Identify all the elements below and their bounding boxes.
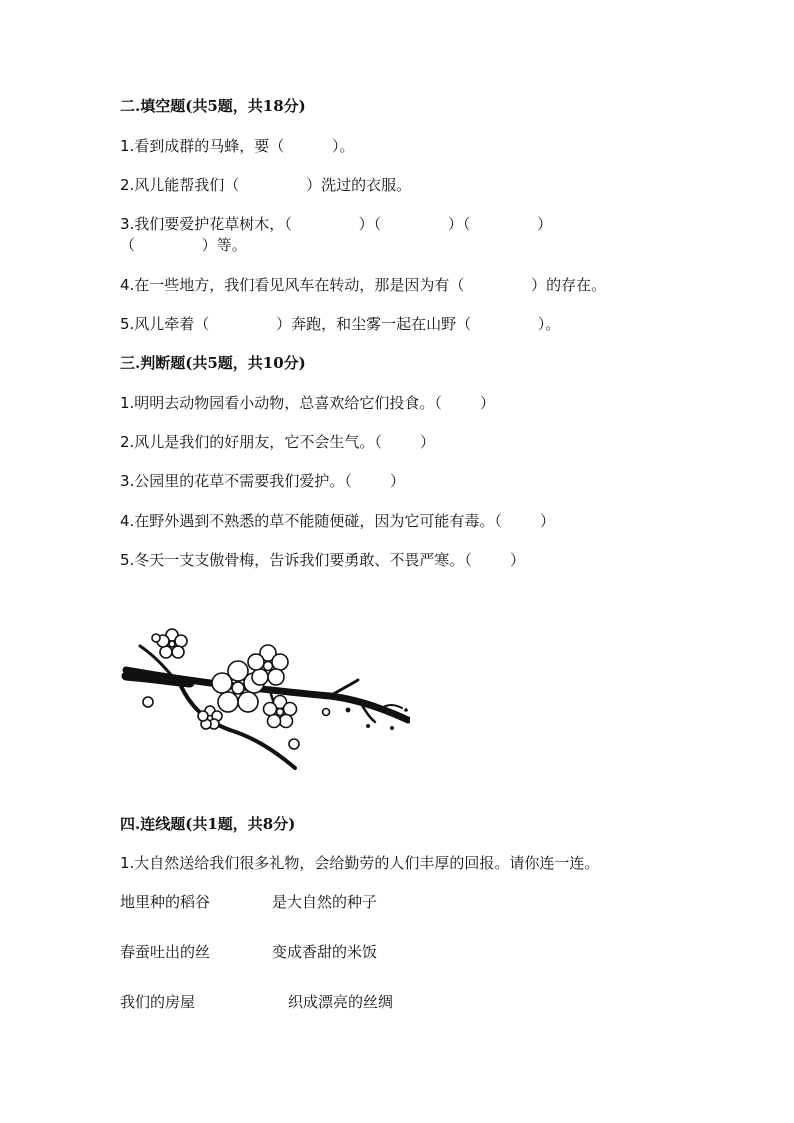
fill-question-3-line-1: 3.我们要爱护花草树木，（ ）（ ）（ ） [120, 215, 553, 233]
judge-question-4: 4.在野外遇到不熟悉的草不能随便碰，因为它可能有毒。（ ） [120, 512, 555, 530]
match-left-item-3[interactable]: 我们的房屋 [120, 993, 196, 1011]
match-question-1: 1.大自然送给我们很多礼物，会给勤劳的人们丰厚的回报。请你连一连。 [120, 854, 600, 872]
match-left-item-1[interactable]: 地里种的稻谷 [120, 893, 211, 911]
fill-section-title: 二.填空题(共5题，共18分) [120, 97, 306, 115]
judge-question-3: 3.公园里的花草不需要我们爱护。（ ） [120, 472, 405, 490]
match-right-item-3[interactable]: 织成漂亮的丝绸 [288, 993, 394, 1011]
match-right-item-2[interactable]: 变成香甜的米饭 [272, 943, 378, 961]
judge-section-title: 三.判断题(共5题，共10分) [120, 354, 306, 372]
fill-question-4: 4.在一些地方，我们看见风车在转动，那是因为有（ ）的存在。 [120, 276, 607, 294]
match-left-item-2[interactable]: 春蚕吐出的丝 [120, 943, 211, 961]
match-section-title: 四.连线题(共1题，共8分) [120, 815, 296, 833]
judge-question-1: 1.明明去动物园看小动物，总喜欢给它们投食。（ ） [120, 394, 495, 412]
fill-question-1: 1.看到成群的马蜂，要（ ）。 [120, 137, 355, 155]
judge-question-5: 5.冬天一支支傲骨梅，告诉我们要勇敢、不畏严寒。（ ） [120, 551, 525, 569]
match-right-item-1[interactable]: 是大自然的种子 [272, 893, 378, 911]
fill-question-3-line-2: （ ）等。 [120, 236, 247, 254]
judge-question-2: 2.风儿是我们的好朋友，它不会生气。（ ） [120, 433, 435, 451]
fill-question-2: 2.风儿能帮我们（ ）洗过的衣服。 [120, 176, 412, 194]
fill-question-5: 5.风儿牵着（ ）奔跑，和尘雾一起在山野（ ）。 [120, 315, 561, 333]
plum-blossom-illustration [120, 626, 410, 774]
